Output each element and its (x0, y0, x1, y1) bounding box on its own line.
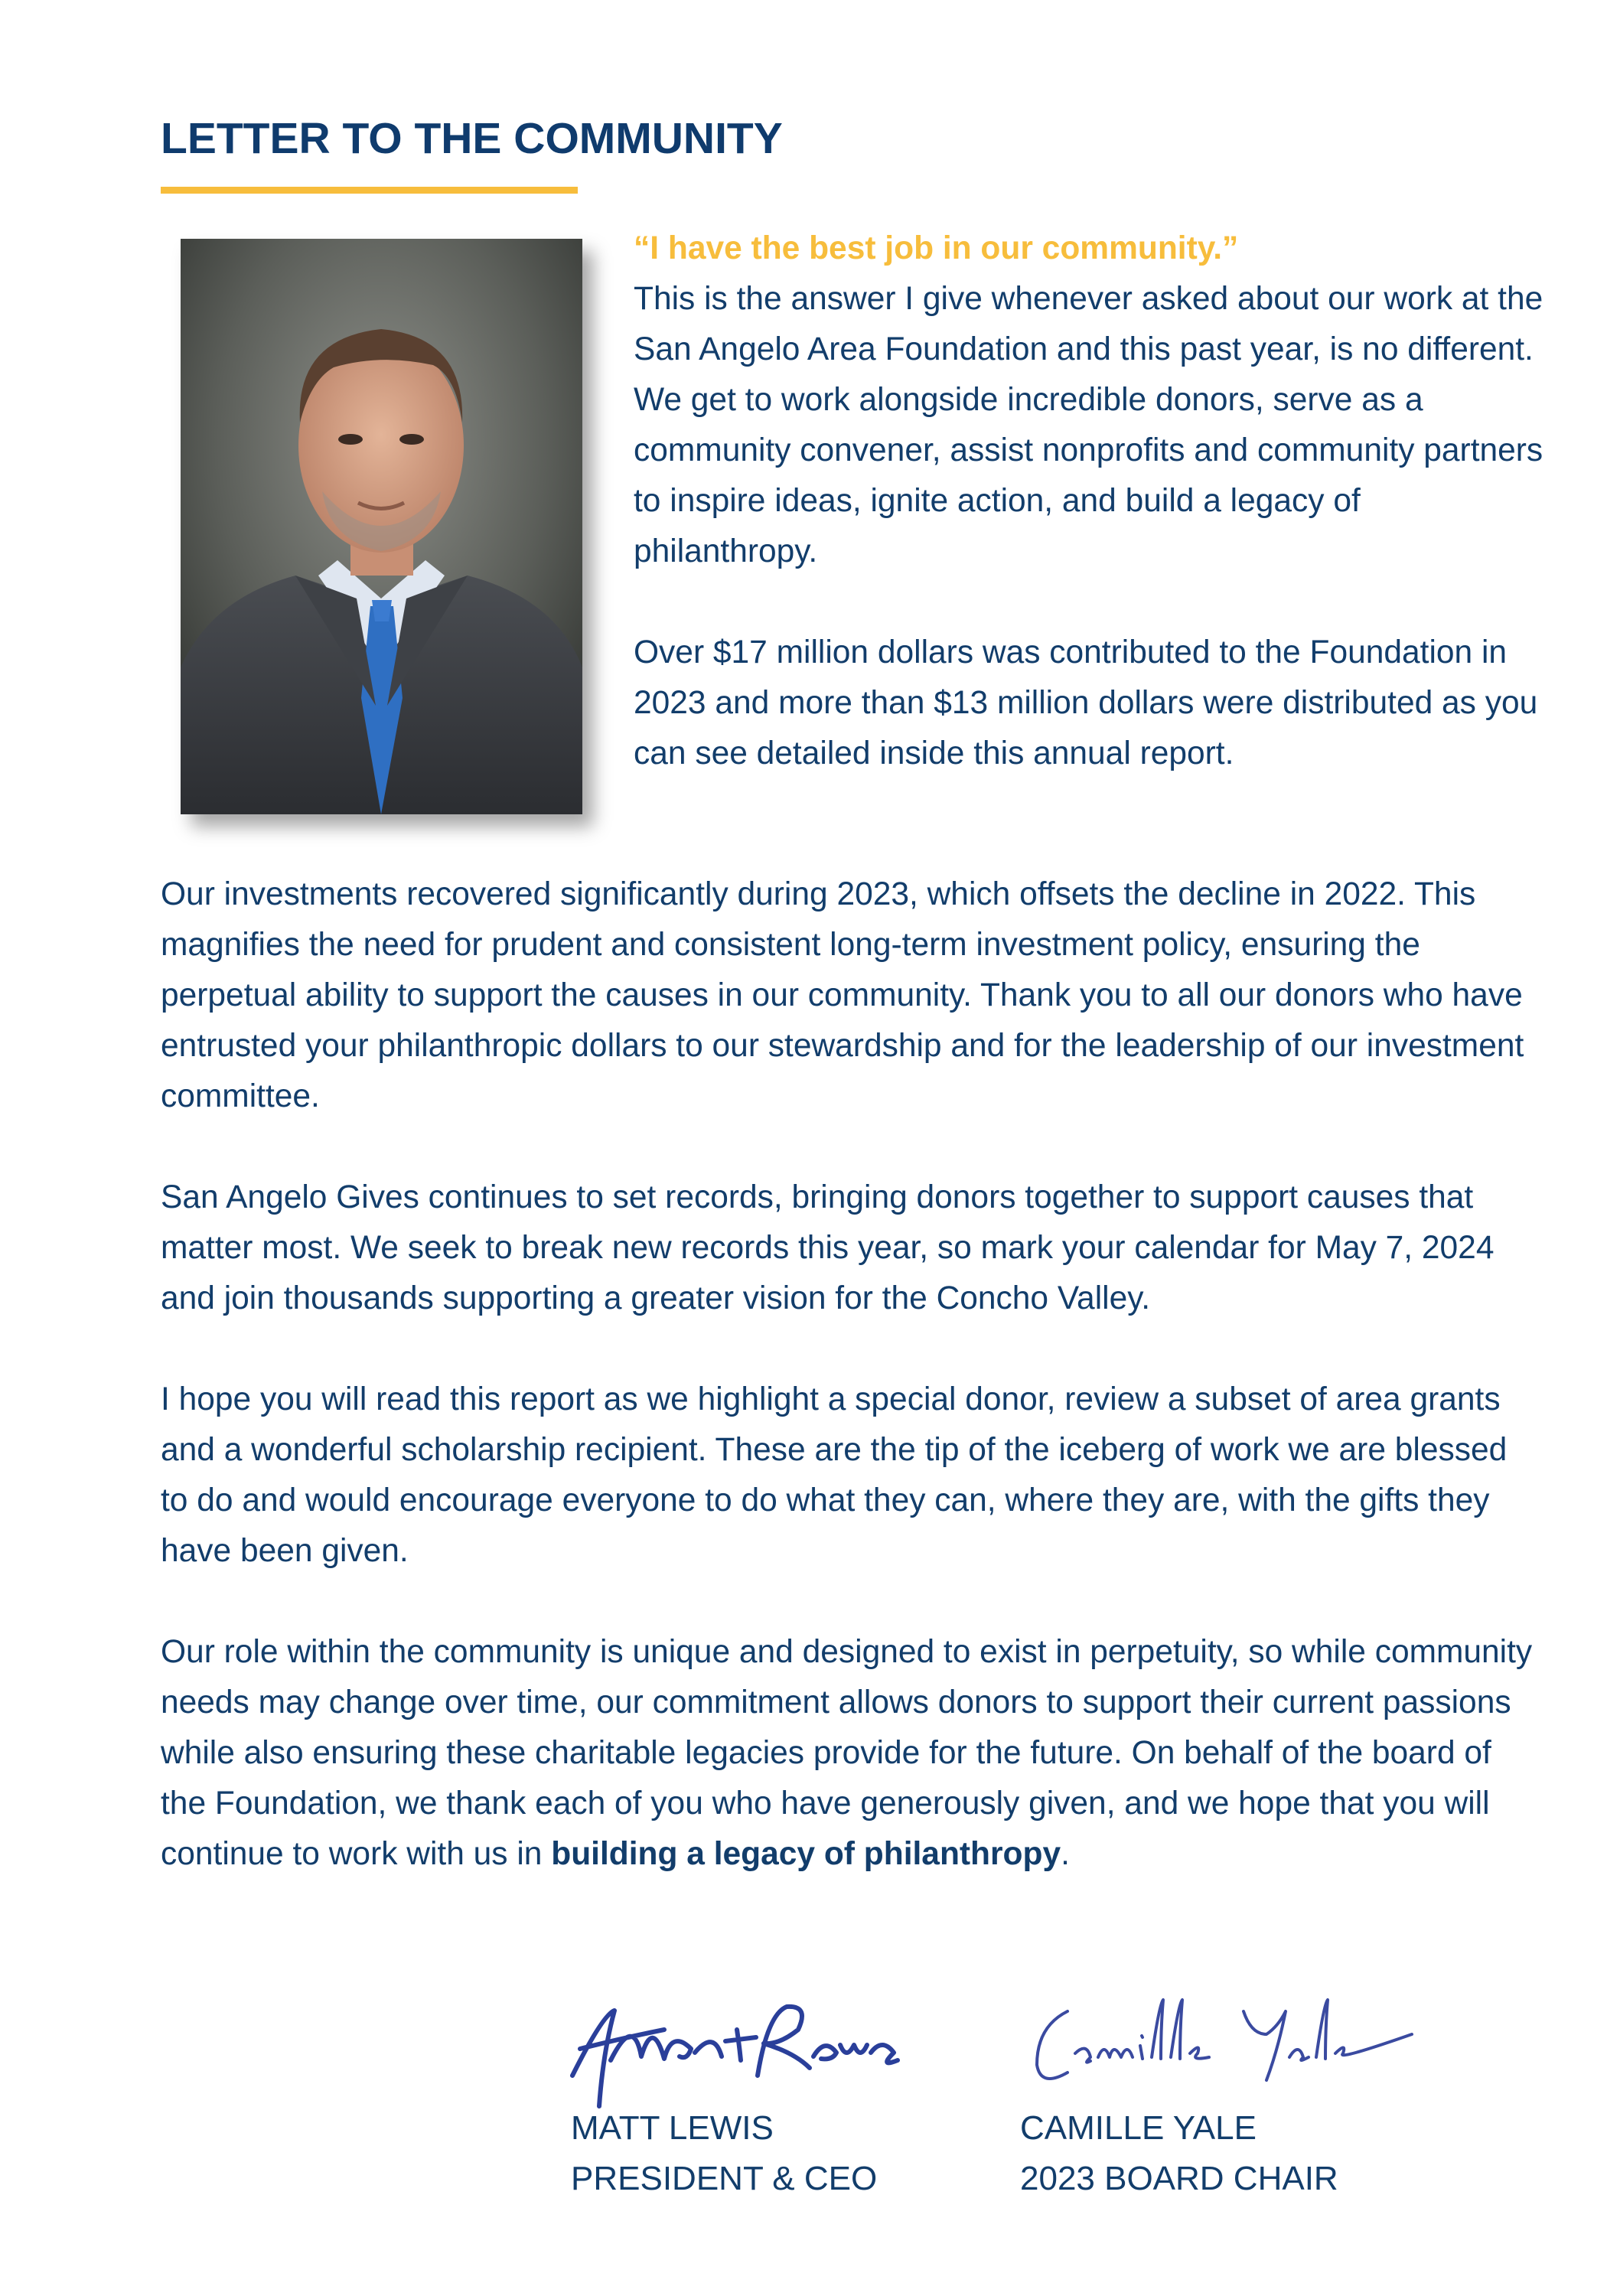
signer-name: CAMILLE YALE (1020, 2109, 1257, 2147)
portrait-photo (181, 239, 582, 814)
signer-title: PRESIDENT & CEO (571, 2160, 878, 2197)
intro-paragraph-2: Over $17 million dollars was contributed to the Foundation in 2023 and more than $13 million dollars were distributed as you can see detailed inside this annual report. (634, 634, 1538, 771)
signature-camille-yale (1014, 1981, 1442, 2095)
signer-block-camille (1020, 2103, 1338, 2204)
signer-title: 2023 BOARD CHAIR (1020, 2160, 1338, 2197)
paragraph-closing (161, 1627, 1538, 1880)
closing-end-text: . (1061, 1836, 1070, 1872)
intro-paragraph-1: This is the answer I give whenever asked about our work at the San Angelo Area Foundation and this past year, is no different. We get to work alongside incredible donors, serve as a community convener, assist nonprofits and community partners to inspire ideas, ignite action, and build a legacy of philanthropy. (634, 281, 1543, 569)
paragraph-san-angelo-gives: San Angelo Gives continues to set records, bringing donors together to support causes that matter most. We seek to break new records this year, so mark your calendar for May 7, 2024 and join thousands supporting a greater vision for the Concho Valley. (161, 1179, 1495, 1316)
paragraph-report-highlights: I hope you will read this report as we highlight a special donor, review a subset of area grants and a wonderful scholarship recipient. These are the tip of the iceberg of work we are blessed to do and would encourage everyone to do what they can, where they are, with the gifts they have been given. (161, 1381, 1508, 1569)
signer-name: MATT LEWIS (571, 2109, 774, 2147)
closing-emphasis: building a legacy of philanthropy (551, 1836, 1061, 1872)
signature-matt-lewis (557, 1984, 917, 2114)
paragraph-investments: Our investments recovered significantly during 2023, which offsets the decline in 2022. This magnifies the need for prudent and consistent long-term investment policy, ensuring the perpetual ability to support the causes in our community. Thank you to all our donors who have entrusted your philanthropic dollars to our stewardship and for the leadership of our investment committee. (161, 876, 1524, 1114)
letter-body (161, 869, 1538, 1880)
page-title: LETTER TO THE COMMUNITY (161, 114, 783, 163)
intro-column (634, 223, 1552, 779)
signer-block-matt (571, 2103, 877, 2204)
title-underline (161, 187, 578, 194)
pull-quote: “I have the best job in our community.” (634, 230, 1239, 266)
closing-lead-text: Our role within the community is unique and designed to exist in perpetuity, so while community needs may change over time, our commitment allows donors to support their current passions while also ensuring these charitable legacies provide for the future. On behalf of the board of the Foundation, we thank each of you who have generously given, and we hope that you will continue to work with us in (161, 1634, 1533, 1872)
portrait-illustration (181, 239, 582, 814)
